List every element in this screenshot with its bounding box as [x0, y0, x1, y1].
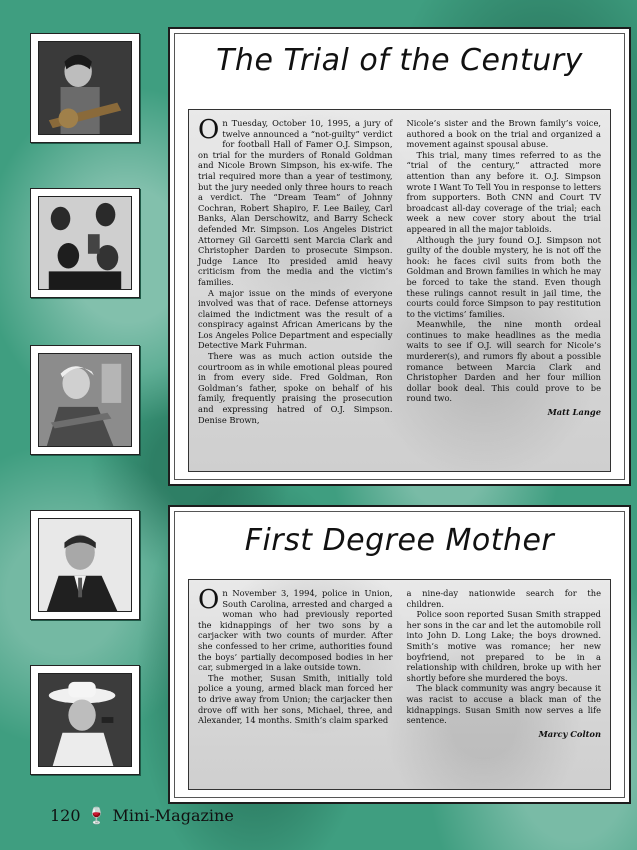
- article-panel-trial: [168, 27, 631, 486]
- page-footer: [50, 806, 234, 825]
- photo-cowboy: [30, 665, 140, 775]
- paragraph: A major issue on the minds of everyone involved was that of race. Defense attorneys claimed the indictment was the result of a conspiracy against African Americans by the Los Angeles Police Department and especially Detective Mark Fuhrman.: [198, 287, 393, 351]
- politician-image: [39, 519, 131, 611]
- paragraph: The black community was angry because it was racist to accuse a black man of the kidnappings. Susan Smith now serves a life sentence.: [406, 683, 601, 726]
- paragraph: On November 3, 1994, police in Union, South Carolina, arrested and charged a woman who had previously reported the kidnappings of her two sons by a carjacker with two counts of murder. After she confessed to her crime, authorities found the boys’ partially decomposed bodies in her car, submerged in a lake outside town.: [198, 585, 393, 673]
- guitarist-image: [39, 42, 131, 134]
- paragraph: a nine-day nationwide search for the children.: [406, 588, 601, 609]
- dropcap: O: [198, 115, 220, 145]
- article-column-left: [198, 115, 393, 465]
- article-column-right: [407, 118, 602, 465]
- article-column-left: [198, 585, 393, 783]
- photo-politician: [30, 510, 140, 620]
- goblet-icon: 🍷: [86, 806, 107, 825]
- article-title: First Degree Mother: [244, 523, 555, 558]
- paragraph: Nicole’s sister and the Brown family’s voice, authored a book on the trial and organized a movement against spousal abuse.: [406, 118, 601, 150]
- photo-group: [30, 188, 140, 298]
- paragraph: Although the jury found O.J. Simpson not guilty of the double mystery, he is not off the hook: he faces civil suits from both the Goldman and Brown families in which he may be forced to take the stand. Even though these rulings cannot result in jail time, the courts could force Simpson to pay restitution to the victims’ families.: [406, 234, 601, 319]
- article-text-box: [188, 109, 611, 472]
- dropcap: O: [198, 585, 220, 615]
- cowboy-image: [39, 674, 131, 766]
- paragraph: This trial, many times referred to as the “trial of the century,” attracted more attention than any before it. O.J. Simpson wrote I Want To Tell You in response to letters from supporters. Both CNN and Court TV broadcast all-day coverage of the trial; each week a new cover story about the trial appeared in all the major tabloids.: [406, 149, 601, 234]
- paragraph: On Tuesday, October 10, 1995, a jury of twelve announced a “not-guilty” verdict for football Hall of Famer O.J. Simpson, on trial for the murders of Ronald Goldman and Nicole Brown Simpson, his ex-wife. The trial required more than a year of testimony, but the jury needed only three hours to reach a verdict. The “Dream Team” of Johnny Cochran, Robert Shapiro, F. Lee Bailey, Carl Banks, Alan Derschowitz, and Barry Scheck defended Mr. Simpson. Los Angeles District Attorney Gil Garcetti sent Marcia Clark and Christopher Darden to prosecute Simpson. Judge Lance Ito presided amid heavy criticism from the media and the victim’s families.: [198, 115, 393, 287]
- group-image: [39, 197, 131, 289]
- paragraph: There was as much action outside the courtroom as in while emotional pleas poured in from every side. Fred Goldman, Ron Goldman’s father, spoke on behalf of his family, frequently praising the prosecution and expressing hatred of O.J. Simpson. Denise Brown,: [198, 351, 393, 425]
- byline: Matt Lange: [547, 407, 601, 418]
- byline: Marcy Colton: [538, 728, 601, 739]
- paragraph: Police soon reported Susan Smith strapped her sons in the car and let the automobile roll into John D. Long Lake; the boys drowned. Smith’s motive was romance; her new boyfriend, not prepared to be in a relationship with children, broke up with her shortly before she murdered the boys.: [406, 609, 601, 683]
- paragraph: Meanwhile, the nine month ordeal continues to make headlines as the media waits to see if O.J. will search for Nicole’s murderer(s), and rumors fly about a possible romance between Marcia Clark and Christopher Darden and her four million dollar book deal. This could prove to be round two.: [406, 319, 601, 404]
- photo-guitarist: [30, 33, 140, 143]
- article-text-box: [188, 579, 611, 790]
- elder-image: [39, 354, 131, 446]
- article-panel-mother: [168, 505, 631, 804]
- magazine-name: Mini-Magazine: [112, 806, 234, 825]
- article-column-right: [407, 588, 602, 783]
- article-title: The Trial of the Century: [216, 43, 583, 78]
- page-number: 120: [50, 806, 81, 825]
- photo-elder: [30, 345, 140, 455]
- paragraph: The mother, Susan Smith, initially told police a young, armed black man forced her to drive away from Union; the carjacker then drove off with her sons, Michael, three, and Alexander, 14 months. Smith’s claim sparked: [198, 672, 393, 726]
